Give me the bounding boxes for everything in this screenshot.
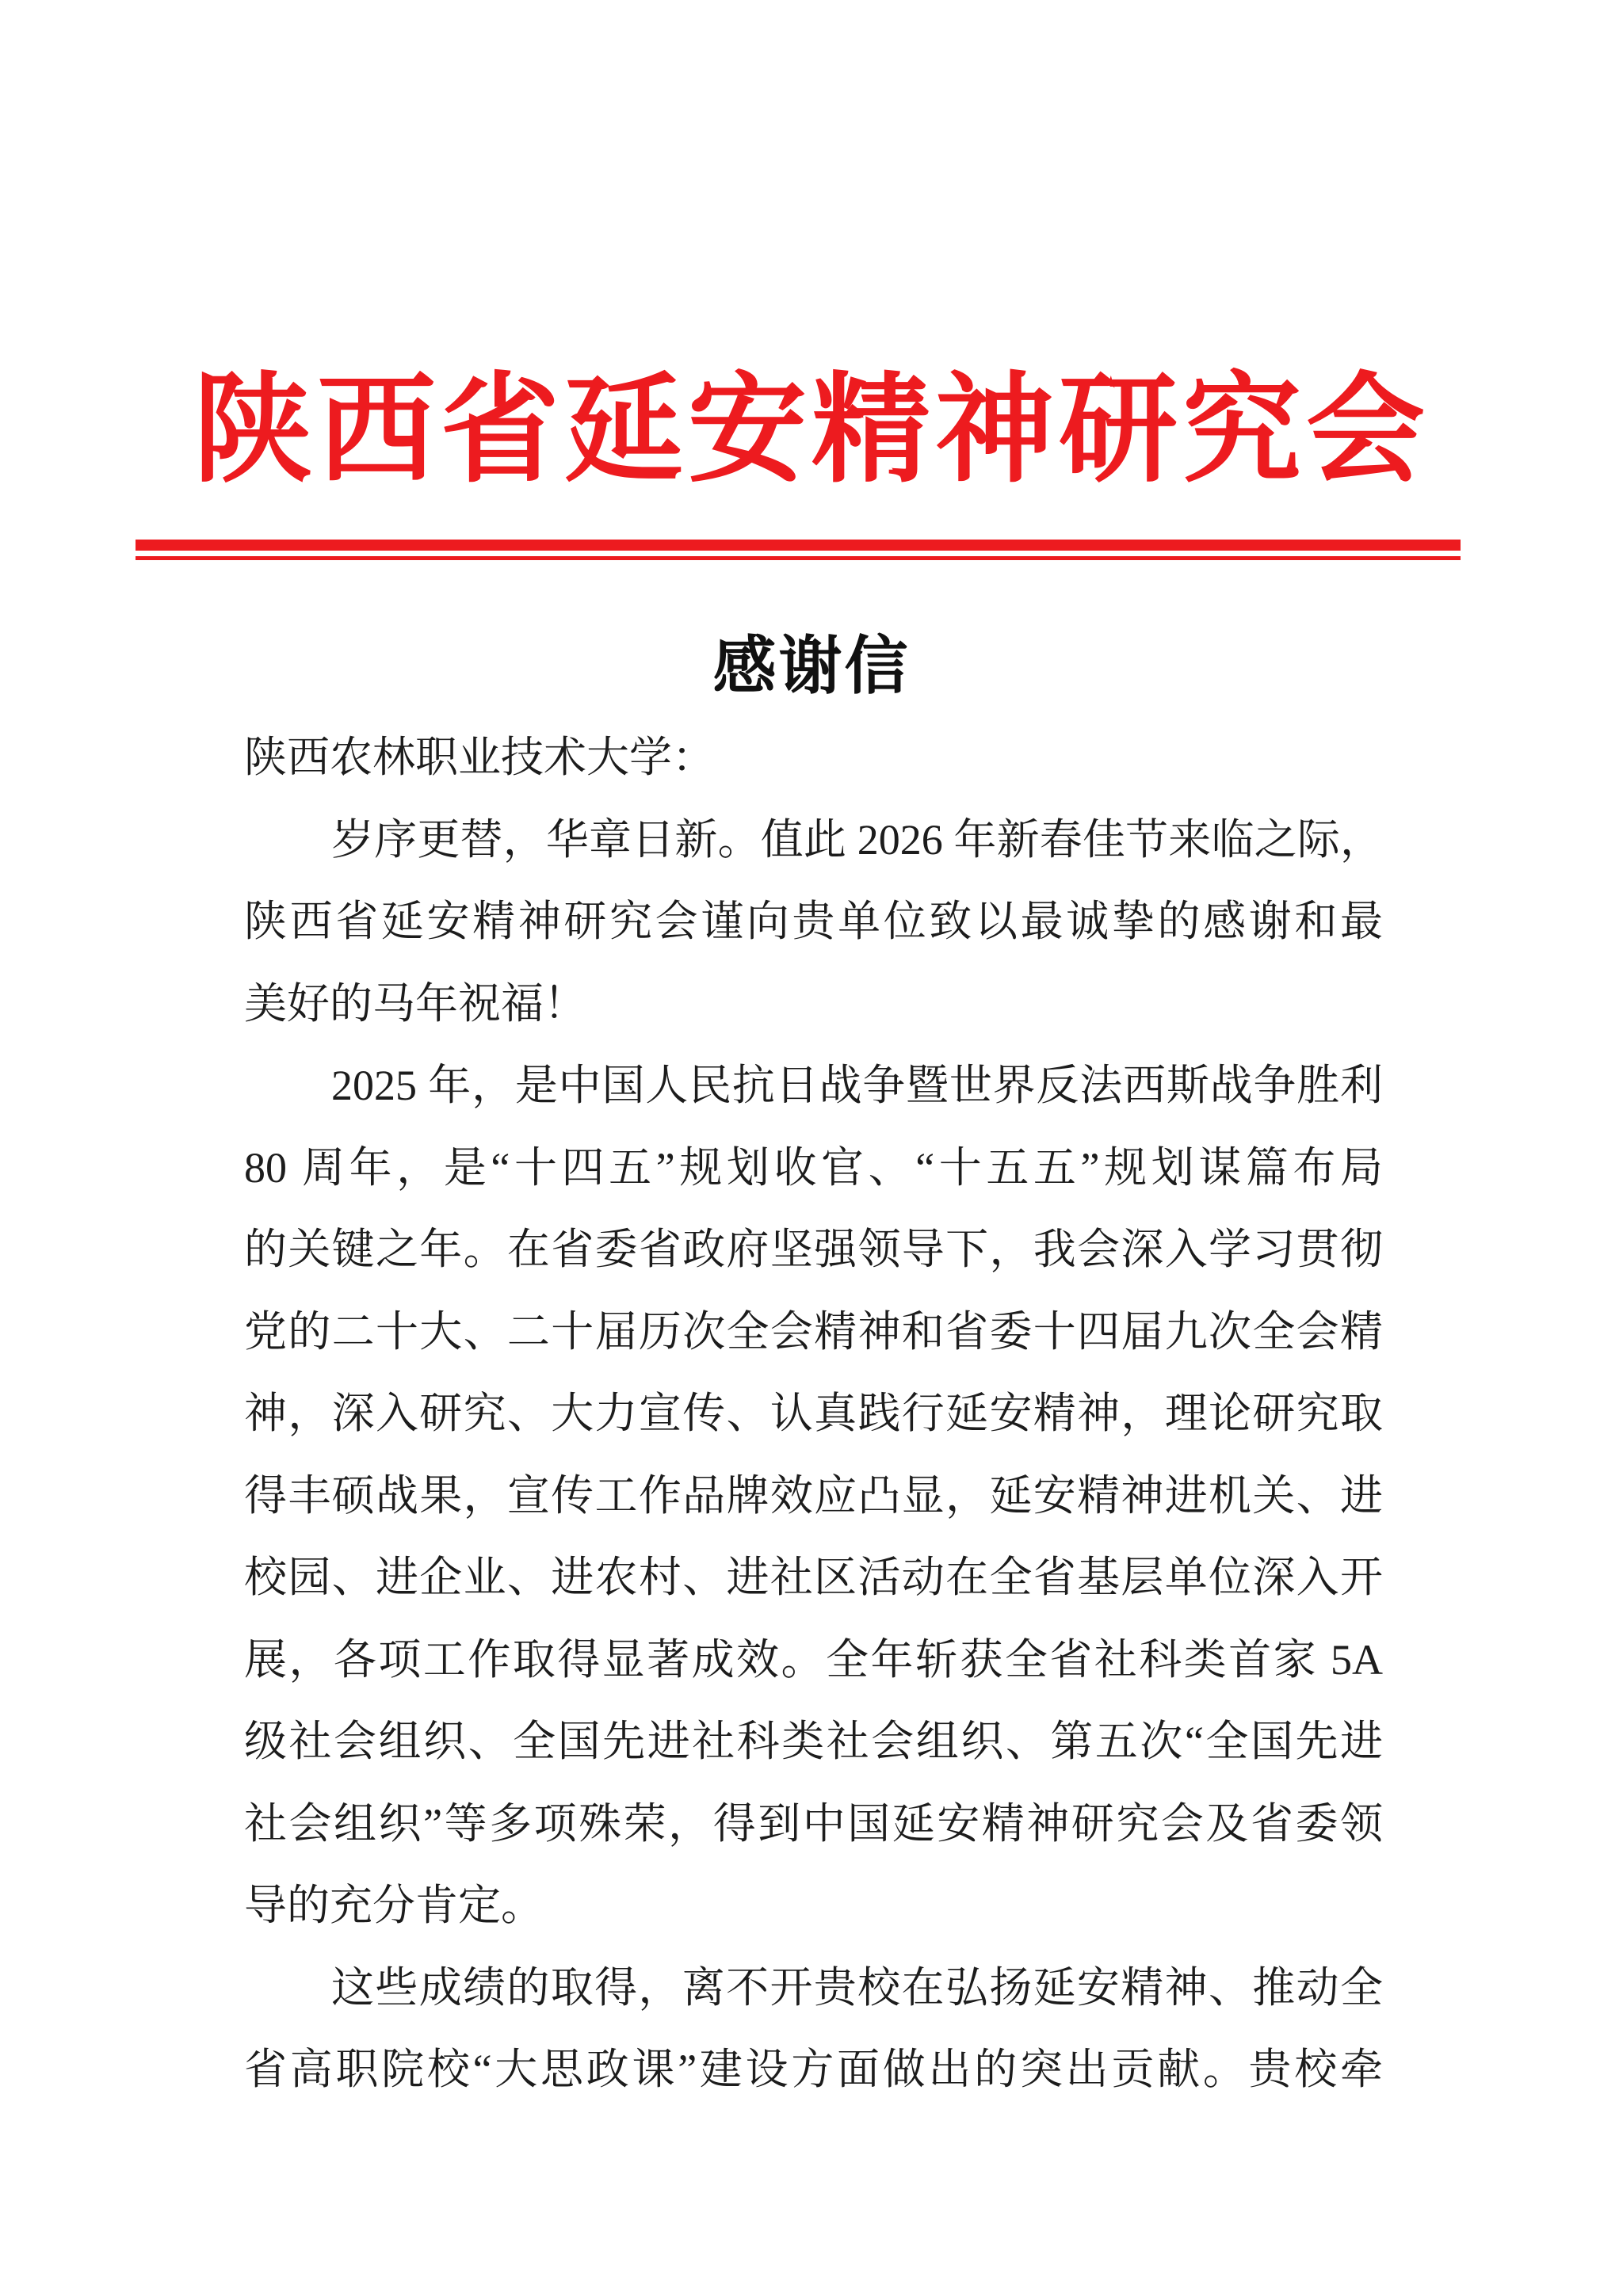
body-line: 岁序更替，华章日新。值此 2026 年新春佳节来临之际， xyxy=(331,815,1383,864)
letter-body xyxy=(244,717,1383,2111)
body-line: 党的二十大、二十届历次全会精神和省委十四届九次全会精 xyxy=(244,1307,1383,1356)
letterhead-org-name: 陕西省延安精神研究会 xyxy=(193,365,1430,497)
body-line: 导的充分肯定。 xyxy=(244,1882,544,1929)
body-line: 展，各项工作取得显著成效。全年斩获全省社科类首家 5A xyxy=(244,1635,1383,1684)
body-line: 级社会组织、全国先进社科类社会组织、第五次“全国先进 xyxy=(244,1718,1383,1765)
body-line: 校园、进企业、进农村、进社区活动在全省基层单位深入开 xyxy=(244,1554,1383,1601)
body-line: 这些成绩的取得，离不开贵校在弘扬延安精神、推动全 xyxy=(331,1963,1383,2012)
body-line: 美好的马年祝福！ xyxy=(244,979,586,1028)
letter-title: 感谢信 xyxy=(712,631,911,701)
letterhead-rule-thick xyxy=(136,540,1461,551)
body-line: 社会组织”等多项殊荣，得到中国延安精神研究会及省委领 xyxy=(244,1799,1383,1848)
body-line: 陕西农林职业技术大学： xyxy=(244,734,715,781)
body-line: 的关键之年。在省委省政府坚强领导下，我会深入学习贯彻 xyxy=(244,1226,1383,1273)
letterhead-rule-thin xyxy=(136,556,1461,560)
body-line: 神，深入研究、大力宣传、认真践行延安精神，理论研究取 xyxy=(244,1390,1383,1437)
body-line: 80 周年，是“十四五”规划收官、“十五五”规划谋篇布局 xyxy=(244,1143,1383,1192)
body-line: 陕西省延安精神研究会谨向贵单位致以最诚挚的感谢和最 xyxy=(244,898,1383,945)
body-line: 得丰硕战果，宣传工作品牌效应凸显，延安精神进机关、进 xyxy=(244,1471,1383,1520)
body-line: 省高职院校“大思政课”建设方面做出的突出贡献。贵校牵 xyxy=(244,2046,1383,2093)
body-line: 2025 年，是中国人民抗日战争暨世界反法西斯战争胜利 xyxy=(331,1062,1383,1109)
